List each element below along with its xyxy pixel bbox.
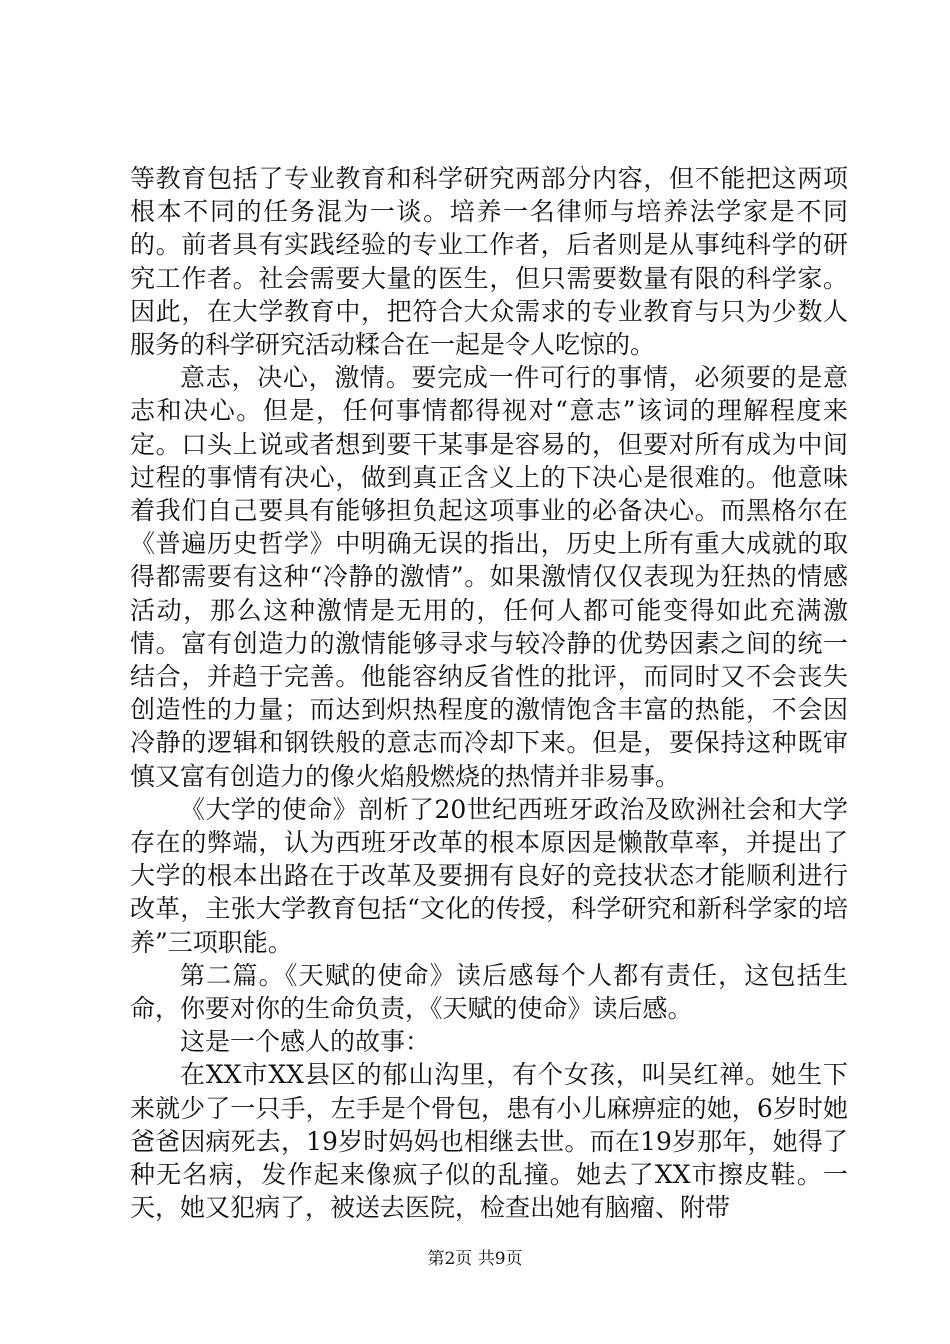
paragraph-3: 《大学的使命》剖析了20世纪西班牙政治及欧洲社会和大学存在的弊端，认为西班牙改革的根本原因是懒散草率，并提出了大学的根本出路在于改革及要拥有良好的竞技状态才能顺利进行改革，主张大学教育包括“文化的传授，科学研究和新科学家的培养”三项职能。 — [130, 794, 848, 957]
document-body — [130, 162, 848, 1225]
paragraph-6: 在XX市XX县区的郁山沟里，有个女孩，叫吴红禅。她生下来就少了一只手，左手是个骨包，患有小儿麻痹症的她，6岁时她爸爸因病死去，19岁时妈妈也相继去世。而在19岁那年，她得了种无名病，发作起来像疯子似的乱撞。她去了XX市擦皮鞋。一天，她又犯病了，被送去医院，检查出她有脑瘤、附带 — [130, 1060, 848, 1223]
paragraph-2: 意志，决心，激情。要完成一件可行的事情，必须要的是意志和决心。但是，任何事情都得视对“意志”该词的理解程度来定。口头上说或者想到要干某事是容易的，但要对所有成为中间过程的事情有决心，做到真正含义上的下决心是很难的。他意味着我们自己要具有能够担负起这项事业的必备决心。而黑格尔在《普遍历史哲学》中明确无误的指出，历史上所有重大成就的取得都需要有这种“冷静的激情”。如果激情仅仅表现为狂热的情感活动，那么这种激情是无用的，任何人都可能变得如此充满激情。富有创造力的激情能够寻求与较冷静的优势因素之间的统一结合，并趋于完善。他能容纳反省性的批评，而同时又不会丧失创造性的力量；而达到炽热程度的激情饱含丰富的热能，不会因冷静的逻辑和钢铁般的意志而冷却下来。但是，要保持这种既审慎又富有创造力的像火焰般燃烧的热情并非易事。 — [130, 363, 848, 791]
paragraph-1: 等教育包括了专业教育和科学研究两部分内容，但不能把这两项根本不同的任务混为一谈。培养一名律师与培养法学家是不同的。前者具有实践经验的专业工作者，后者则是从事纯科学的研究工作者。社会需要大量的医生，但只需要数量有限的科学家。因此，在大学教育中，把符合大众需求的专业教育与只为少数人服务的科学研究活动糅合在一起是令人吃惊的。 — [130, 164, 848, 360]
page-footer: 第2页 共9页 — [427, 1249, 523, 1269]
paragraph-4: 第二篇。《天赋的使命》读后感每个人都有责任，这包括生命，你要对你的生命负责，《天赋的使命》读后感。 — [130, 960, 848, 1024]
paragraph-5: 这是一个感人的故事： — [180, 1027, 431, 1057]
